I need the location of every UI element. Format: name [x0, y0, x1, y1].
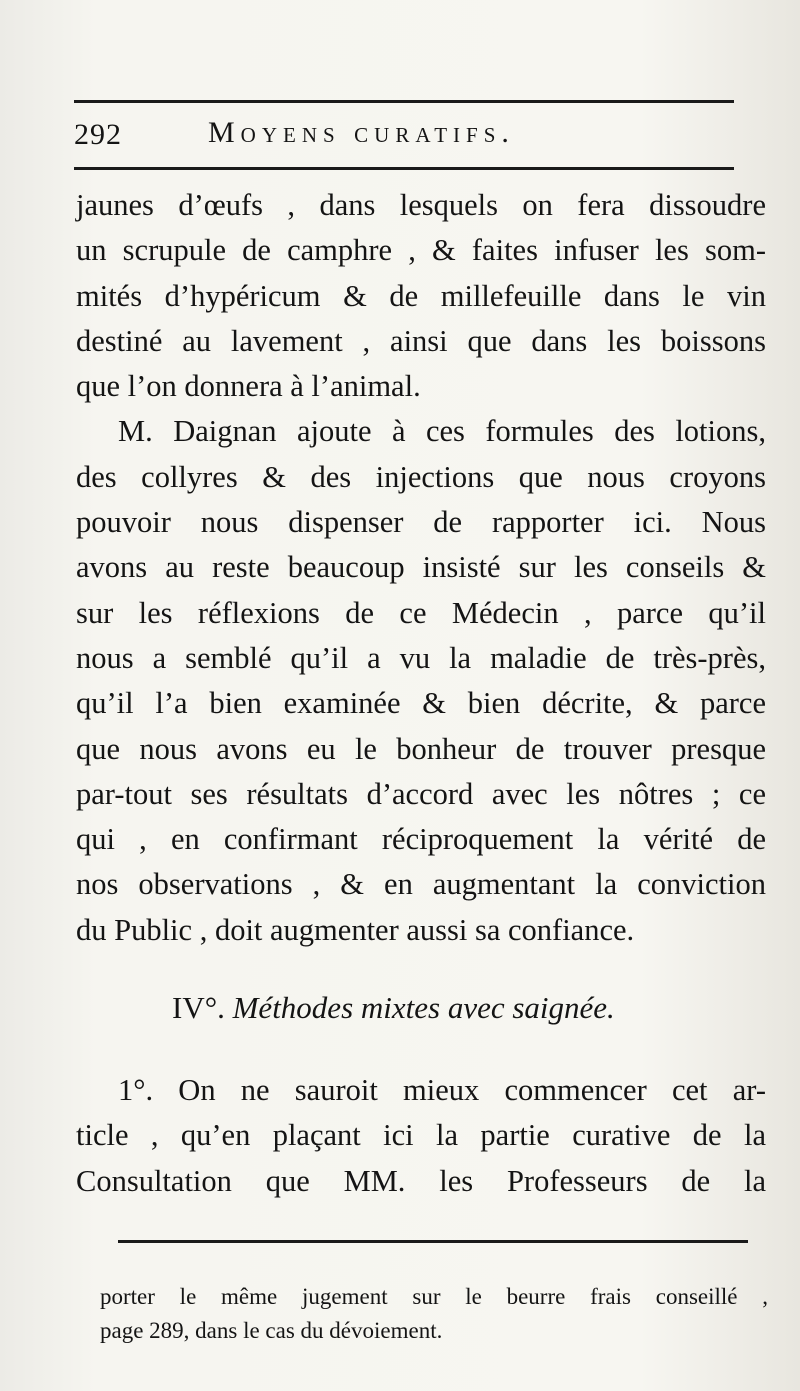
text-line: nous a semblé qu’il a vu la maladie de très-près,	[76, 640, 766, 675]
footnote-rule	[118, 1240, 748, 1243]
text-line: avons au reste beaucoup insisté sur les conseils &	[76, 550, 766, 585]
text-line: que l’on donnera à l’animal.	[76, 369, 421, 404]
text-line: 1°. On ne sauroit mieux commencer cet ar-	[118, 1073, 766, 1107]
running-head: Moyens curatifs.	[208, 116, 515, 149]
page-header	[74, 112, 734, 156]
text-line: un scrupule de camphre , & faites infuser les som-	[76, 233, 766, 268]
top-rule	[74, 100, 734, 103]
text-line: mités d’hypéricum & de millefeuille dans le vin	[76, 278, 766, 313]
text-line: jaunes d’œufs , dans lesquels on fera dissoudre	[76, 188, 766, 222]
text-line: qu’il l’a bien examinée & bien décrite, & parce	[76, 686, 766, 721]
text-line: que nous avons eu le bonheur de trouver presque	[76, 731, 766, 766]
text-line: qui , en confirmant réciproquement la vérité de	[76, 822, 766, 857]
header-rule	[74, 167, 734, 170]
section-title: Méthodes mixtes avec saignée.	[232, 990, 615, 1025]
main-text	[76, 183, 766, 953]
text-line: sur les réflexions de ce Médecin , parce qu’il	[76, 595, 766, 630]
page-number: 292	[74, 118, 122, 151]
text-line: nos observations , & en augmentant la conviction	[76, 867, 766, 902]
paragraph-daignan	[76, 409, 766, 953]
footnote-line: page 289, dans le cas du dévoiement.	[100, 1318, 443, 1343]
text-line: par-tout ses résultats d’accord avec les nôtres ; ce	[76, 776, 766, 811]
text-line: destiné au lavement , ainsi que dans les boissons	[76, 323, 766, 358]
paragraph-consultation	[76, 1068, 766, 1204]
section-number: IV°.	[172, 990, 225, 1025]
text-line: du Public , doit augmenter aussi sa confiance.	[76, 912, 635, 947]
footnote-line: porter le même jugement sur le beurre frais conseillé ,	[100, 1284, 768, 1309]
text-line: ticle , qu’en plaçant ici la partie curative de la	[76, 1118, 766, 1153]
text-line: Consultation que MM. les Professeurs de la	[76, 1163, 766, 1198]
paragraph-continuation	[76, 183, 766, 409]
footnote	[100, 1280, 768, 1348]
text-line: des collyres & des injections que nous croyons	[76, 459, 766, 494]
text-line: pouvoir nous dispenser de rapporter ici. Nous	[76, 505, 766, 540]
section-heading	[172, 990, 615, 1026]
text-line: M. Daignan ajoute à ces formules des lotions,	[118, 414, 766, 449]
